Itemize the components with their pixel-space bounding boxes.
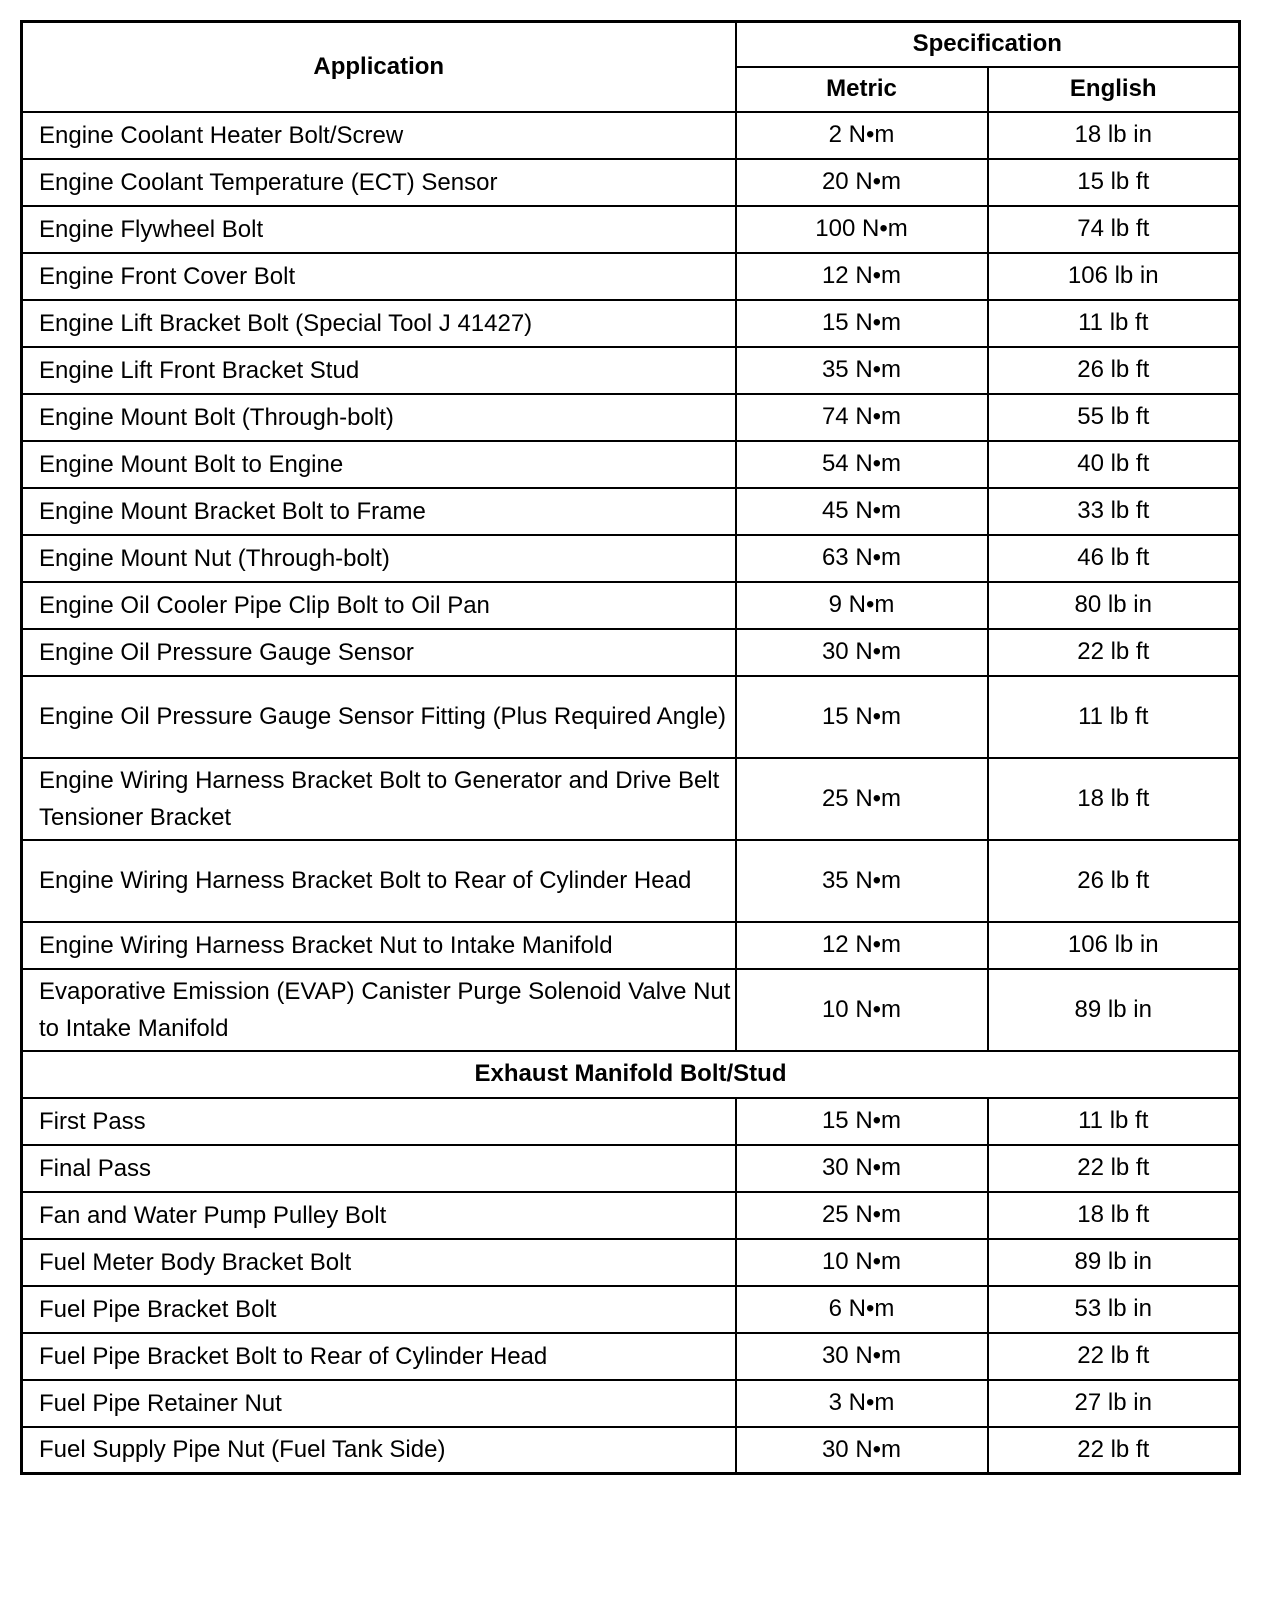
table-section [22,1051,1240,1098]
table-row [22,1380,1240,1427]
table-row [22,1239,1240,1286]
table-row [22,159,1240,206]
table-row [22,1427,1240,1474]
cell-english: 11 lb ft [988,676,1240,758]
cell-english: 22 lb ft [988,1333,1240,1380]
table-row [22,922,1240,969]
header-english: English [988,67,1240,112]
cell-application: First Pass [22,1098,736,1145]
table-row [22,1192,1240,1239]
table-row [22,1145,1240,1192]
cell-english: 11 lb ft [988,1098,1240,1145]
cell-application: Engine Coolant Heater Bolt/Screw [22,112,736,159]
cell-application: Fan and Water Pump Pulley Bolt [22,1192,736,1239]
header-application: Application [22,22,736,112]
table-row [22,1333,1240,1380]
cell-metric: 100 N•m [736,206,988,253]
cell-metric: 25 N•m [736,1192,988,1239]
section-row [22,1051,1240,1098]
cell-application: Final Pass [22,1145,736,1192]
table-header [22,22,1240,112]
table-body-engine [22,112,1240,1051]
cell-application: Engine Oil Pressure Gauge Sensor [22,629,736,676]
cell-metric: 12 N•m [736,922,988,969]
cell-metric: 30 N•m [736,629,988,676]
cell-english: 26 lb ft [988,840,1240,922]
cell-metric: 45 N•m [736,488,988,535]
cell-metric: 6 N•m [736,1286,988,1333]
table-row [22,840,1240,922]
cell-metric: 30 N•m [736,1427,988,1474]
cell-application: Fuel Supply Pipe Nut (Fuel Tank Side) [22,1427,736,1474]
cell-english: 15 lb ft [988,159,1240,206]
cell-metric: 35 N•m [736,347,988,394]
cell-application: Evaporative Emission (EVAP) Canister Purge Solenoid Valve Nut to Intake Manifold [22,969,736,1051]
table-row [22,629,1240,676]
header-metric: Metric [736,67,988,112]
cell-application: Engine Front Cover Bolt [22,253,736,300]
cell-metric: 54 N•m [736,441,988,488]
cell-application: Fuel Pipe Bracket Bolt [22,1286,736,1333]
table-row [22,676,1240,758]
table-row [22,1098,1240,1145]
table-body-exhaust-fuel [22,1098,1240,1474]
cell-metric: 10 N•m [736,1239,988,1286]
cell-application: Fuel Pipe Bracket Bolt to Rear of Cylinder Head [22,1333,736,1380]
cell-application: Engine Coolant Temperature (ECT) Sensor [22,159,736,206]
cell-metric: 25 N•m [736,758,988,840]
cell-english: 106 lb in [988,253,1240,300]
cell-application: Engine Mount Nut (Through-bolt) [22,535,736,582]
cell-application: Engine Mount Bracket Bolt to Frame [22,488,736,535]
cell-application: Engine Oil Cooler Pipe Clip Bolt to Oil Pan [22,582,736,629]
cell-english: 18 lb ft [988,758,1240,840]
table-row [22,488,1240,535]
cell-metric: 63 N•m [736,535,988,582]
cell-english: 80 lb in [988,582,1240,629]
header-specification: Specification [736,22,1240,67]
cell-english: 27 lb in [988,1380,1240,1427]
cell-english: 74 lb ft [988,206,1240,253]
cell-metric: 15 N•m [736,1098,988,1145]
table-row [22,969,1240,1051]
cell-metric: 15 N•m [736,676,988,758]
cell-english: 46 lb ft [988,535,1240,582]
cell-application: Engine Flywheel Bolt [22,206,736,253]
table-row [22,441,1240,488]
cell-english: 53 lb in [988,1286,1240,1333]
cell-metric: 9 N•m [736,582,988,629]
cell-metric: 3 N•m [736,1380,988,1427]
cell-english: 89 lb in [988,969,1240,1051]
cell-metric: 74 N•m [736,394,988,441]
cell-metric: 35 N•m [736,840,988,922]
table-row [22,582,1240,629]
cell-metric: 20 N•m [736,159,988,206]
cell-english: 33 lb ft [988,488,1240,535]
cell-application: Engine Lift Bracket Bolt (Special Tool J 41427) [22,300,736,347]
cell-application: Fuel Pipe Retainer Nut [22,1380,736,1427]
table-row [22,535,1240,582]
cell-metric: 10 N•m [736,969,988,1051]
table-row [22,300,1240,347]
cell-application: Engine Lift Front Bracket Stud [22,347,736,394]
cell-english: 55 lb ft [988,394,1240,441]
table-row [22,1286,1240,1333]
cell-application: Fuel Meter Body Bracket Bolt [22,1239,736,1286]
cell-application: Engine Mount Bolt to Engine [22,441,736,488]
cell-metric: 2 N•m [736,112,988,159]
cell-english: 11 lb ft [988,300,1240,347]
cell-english: 18 lb ft [988,1192,1240,1239]
torque-spec-table [20,20,1241,1475]
cell-english: 18 lb in [988,112,1240,159]
table-row [22,253,1240,300]
cell-english: 106 lb in [988,922,1240,969]
cell-metric: 30 N•m [736,1145,988,1192]
cell-application: Engine Wiring Harness Bracket Bolt to Generator and Drive Belt Tensioner Bracket [22,758,736,840]
table-row [22,347,1240,394]
cell-application: Engine Wiring Harness Bracket Nut to Intake Manifold [22,922,736,969]
table-row [22,394,1240,441]
cell-english: 89 lb in [988,1239,1240,1286]
table-row [22,112,1240,159]
cell-english: 22 lb ft [988,1145,1240,1192]
cell-application: Engine Oil Pressure Gauge Sensor Fitting (Plus Required Angle) [22,676,736,758]
cell-english: 40 lb ft [988,441,1240,488]
cell-application: Engine Mount Bolt (Through-bolt) [22,394,736,441]
cell-metric: 12 N•m [736,253,988,300]
cell-metric: 30 N•m [736,1333,988,1380]
cell-english: 22 lb ft [988,1427,1240,1474]
cell-english: 26 lb ft [988,347,1240,394]
cell-metric: 15 N•m [736,300,988,347]
cell-english: 22 lb ft [988,629,1240,676]
section-title: Exhaust Manifold Bolt/Stud [22,1051,1240,1098]
table-row [22,206,1240,253]
table-row [22,758,1240,840]
cell-application: Engine Wiring Harness Bracket Bolt to Rear of Cylinder Head [22,840,736,922]
